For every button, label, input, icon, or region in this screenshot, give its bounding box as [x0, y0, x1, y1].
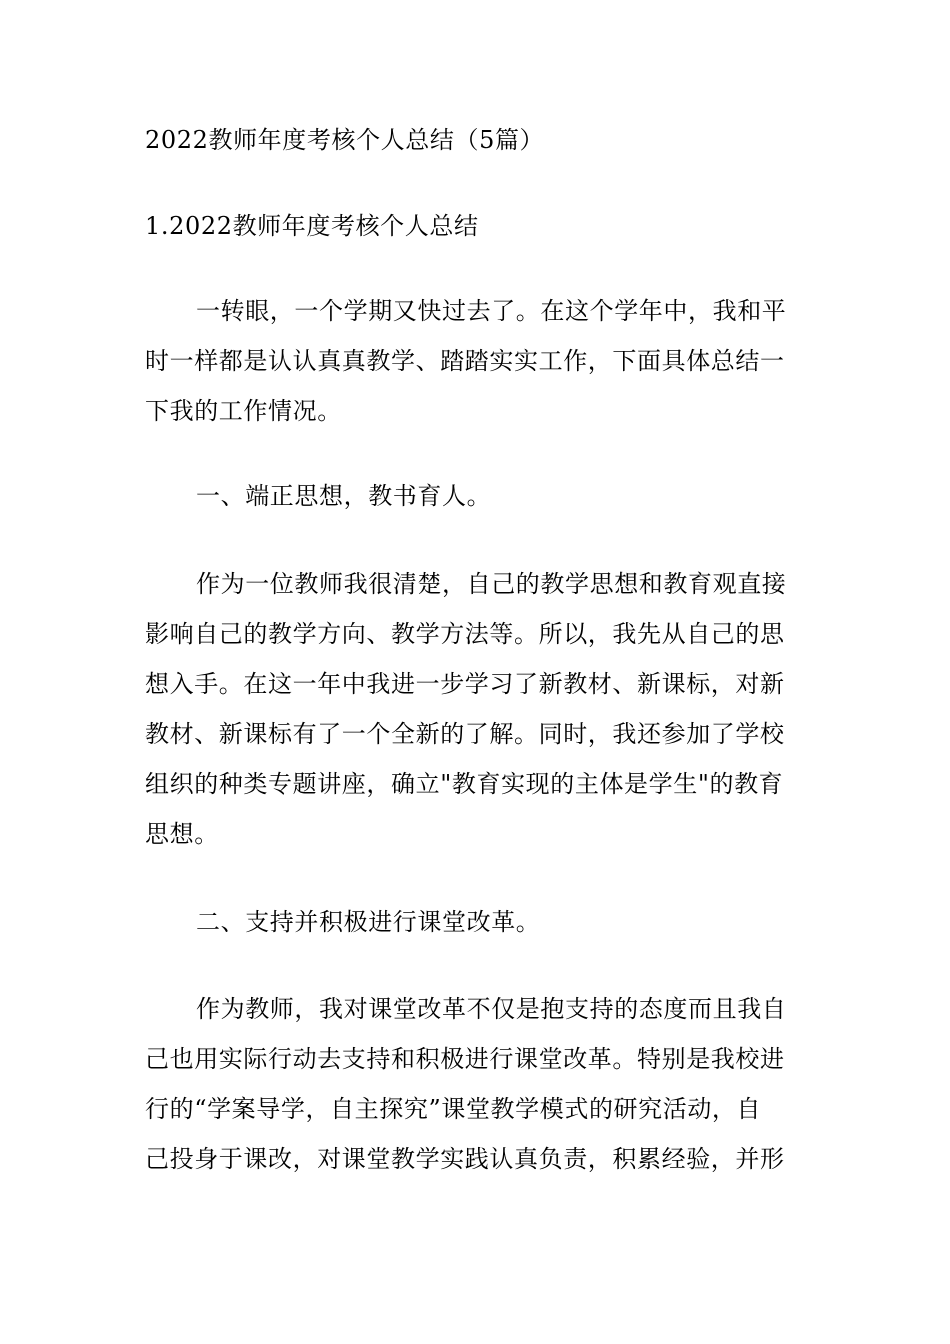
section-heading: 1.2022教师年度考核个人总结	[145, 212, 479, 240]
paragraph-line: 己投身于课改，对课堂教学实践认真负责，积累经验，并形	[145, 1145, 785, 1173]
paragraph-line: 行的“学案导学，自主探究”课堂教学模式的研究活动，自	[145, 1095, 762, 1123]
paragraph-line: 己也用实际行动去支持和积极进行课堂改革。特别是我校进	[145, 1045, 785, 1073]
document-title: 2022教师年度考核个人总结（5篇）	[145, 126, 545, 154]
paragraph-line: 时一样都是认认真真教学、踏踏实实工作，下面具体总结一	[145, 347, 785, 375]
subheading-line: 二、支持并积极进行课堂改革。	[196, 908, 541, 936]
paragraph-line: 一转眼，一个学期又快过去了。在这个学年中，我和平	[196, 297, 787, 325]
paragraph-line: 教材、新课标有了一个全新的了解。同时，我还参加了学校	[145, 720, 785, 748]
subheading-line: 一、端正思想，教书育人。	[196, 482, 492, 510]
paragraph-line: 作为一位教师我很清楚，自己的教学思想和教育观直接	[196, 570, 787, 598]
paragraph-line: 思想。	[145, 820, 219, 848]
paragraph-line: 作为教师，我对课堂改革不仅是抱支持的态度而且我自	[196, 995, 787, 1023]
paragraph-line: 下我的工作情况。	[145, 397, 342, 425]
paragraph-line: 影响自己的教学方向、教学方法等。所以，我先从自己的思	[145, 620, 785, 648]
paragraph-line: 组织的种类专题讲座，确立"教育实现的主体是学生"的教育	[145, 770, 784, 798]
paragraph-line: 想入手。在这一年中我进一步学习了新教材、新课标，对新	[145, 670, 785, 698]
